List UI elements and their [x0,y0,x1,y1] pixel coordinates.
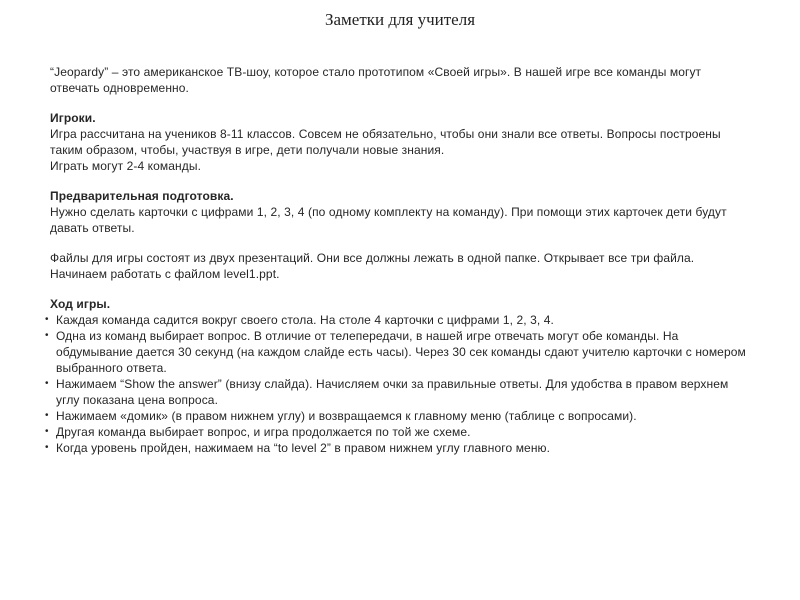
list-item: • Другая команда выбирает вопрос, и игра продолжается по той же схеме. [45,425,471,439]
players-paragraph: Игра рассчитана на учеников 8-11 классов. Совсем не обязательно, чтобы они знали все ответы. Вопросы построены таким образом, чтобы, участвуя в игре, дети получали новые знания. [50,127,721,157]
bullet-icon: • [45,378,49,389]
preparation-heading: Предварительная подготовка. [50,189,234,203]
page-title: Заметки для учителя [324,10,476,29]
players-count-paragraph: Играть могут 2-4 команды. [50,159,202,173]
bullet-icon: • [45,426,49,437]
preparation-paragraph: Нужно сделать карточки с цифрами 1, 2, 3, 4 (по одному комплекту на команду). При помощи этих карточек дети будут давать ответы. [50,205,727,235]
intro-paragraph: “Jeopardy” – это американское ТВ-шоу, которое стало прототипом «Своей игры». В нашей игре все команды могут отвечать одновременно. [50,65,702,95]
notes-body [45,64,750,456]
bullet-icon: • [45,410,49,421]
bullet-icon: • [45,330,49,341]
list-item: • Нажимаем «домик» (в правом нижнем углу) и возвращаемся к главному меню (таблице с вопросами). [45,409,637,423]
list-item: • Каждая команда садится вокруг своего стола. На столе 4 карточки с цифрами 1, 2, 3, 4. [45,313,554,327]
list-item: • Нажимаем “Show the answer” (внизу слайда). Начисляем очки за правильные ответы. Для удобства в правом верхнем углу показана цена вопроса. [45,377,729,407]
files-paragraph: Файлы для игры состоят из двух презентаций. Они все должны лежать в одной папке. Открывает все три файла. Начинаем работать с файлом level1.ppt. [50,251,695,281]
bullet-icon: • [45,442,49,453]
bullet-icon: • [45,314,49,325]
gameplay-heading: Ход игры. [50,297,111,311]
gameplay-list [45,312,750,456]
list-item: • Одна из команд выбирает вопрос. В отличие от телепередачи, в нашей игре отвечать могут обе команды. На обдумывание дается 30 секунд (на каждом слайде есть часы). Через 30 сек команды сдают учителю карточки с номером выбранного ответа. [45,329,746,375]
players-heading: Игроки. [50,111,96,125]
list-item: • Когда уровень пройден, нажимаем на “to level 2” в правом нижнем углу главного меню. [45,441,551,455]
